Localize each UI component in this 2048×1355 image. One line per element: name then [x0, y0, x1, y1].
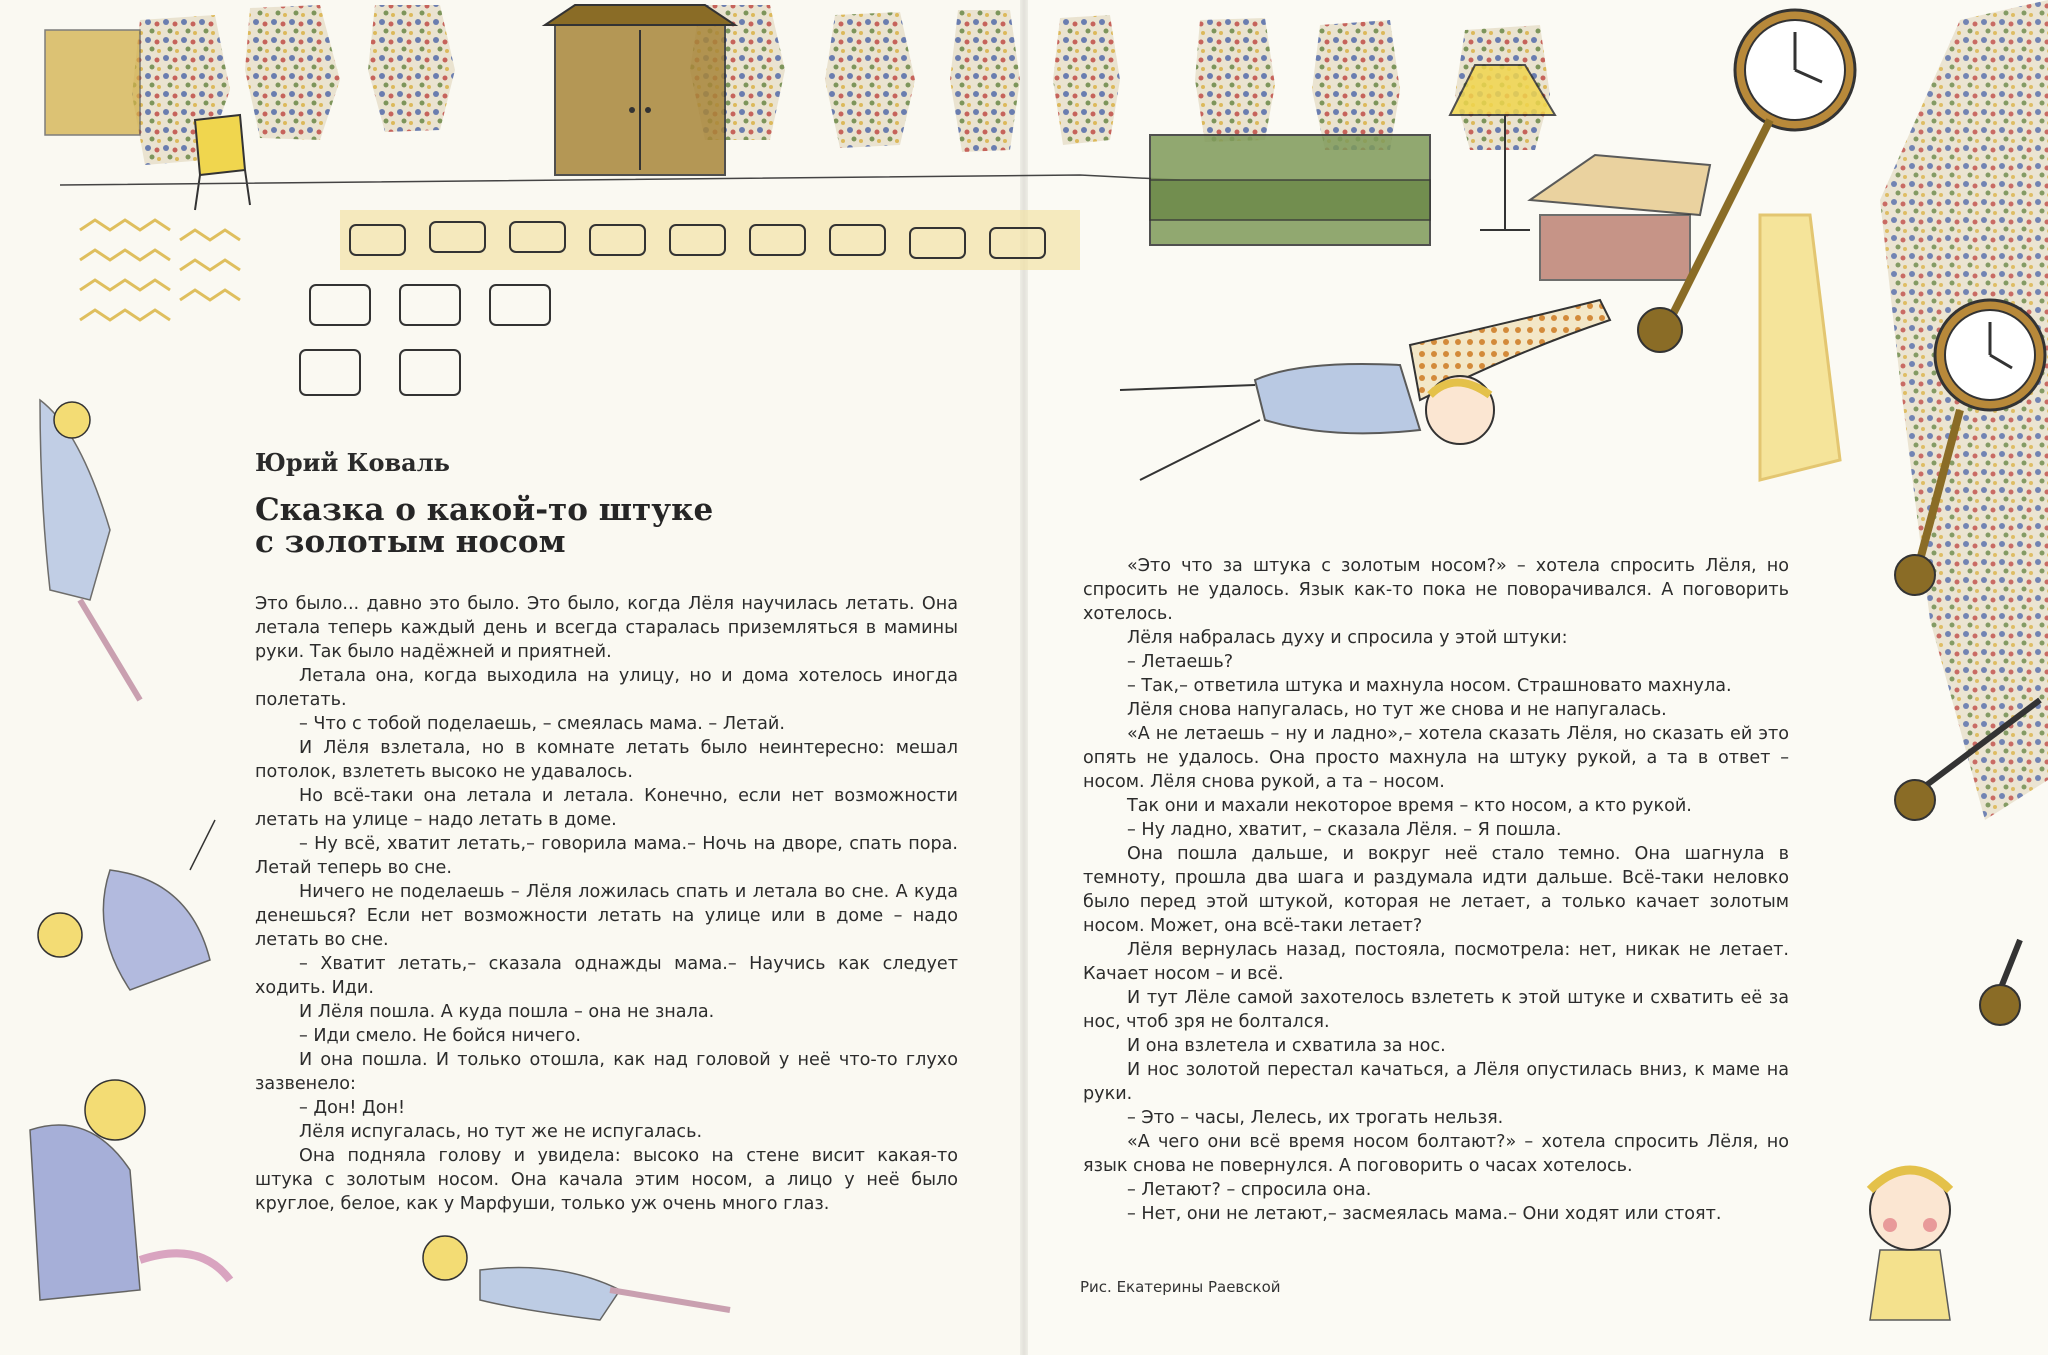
author-name: Юрий Коваль — [255, 448, 450, 477]
paragraph: Лёля вернулась назад, постояла, посмотрела: нет, никак не летает. Качает носом – и всё. — [1083, 940, 1789, 984]
paragraph: И Лёля взлетала, но в комнате летать было неинтересно: мешал потолок, взлететь высоко не удавалось. — [255, 738, 958, 782]
paragraph: – Иди смело. Не бойся ничего. — [299, 1026, 582, 1046]
paragraph: Лёля набралась духу и спросила у этой штуки: — [1127, 628, 1568, 648]
paragraph: «А не летаешь – ну и ладно»,– хотела сказать Лёля, но сказать ей это опять не удалось. Она просто махнула на штуку рукой, а та в ответ – носом. Лёля снова рукой, а та – носом. — [1083, 724, 1789, 792]
paragraph: – Летают? – спросила она. — [1127, 1180, 1372, 1200]
paragraph: Лёля испугалась, но тут же не испугалась. — [299, 1122, 703, 1142]
paragraph: Лёля снова напугалась, но тут же снова и не напугалась. — [1127, 700, 1667, 720]
paragraph: – Что с тобой поделаешь, – смеялась мама. – Летай. — [299, 714, 785, 734]
flying-girl-top — [1120, 300, 1610, 480]
left-text-column — [255, 592, 958, 1216]
story-title-line-1: Сказка о какой-то штуке — [255, 492, 714, 528]
paragraph: И она пошла. И только отошла, как над головой у неё что-то глухо зазвенело: — [255, 1050, 958, 1094]
paragraph: И Лёля пошла. А куда пошла – она не знала. — [299, 1002, 715, 1022]
paragraph: Она пошла дальше, и вокруг неё стало темно. Она шагнула в темноту, прошла два шага и раздумала идти дальше. Всё-таки неловко было перед этой штукой, которая не летает, а только качает золотым носом. Может, она всё-таки летает? — [1083, 844, 1789, 936]
flying-girl-left-1 — [40, 400, 140, 700]
paragraph: Летала она, когда выходила на улицу, но и дома хотелось иногда полетать. — [255, 666, 958, 710]
paragraph: Так они и махали некоторое время – кто носом, а кто рукой. — [1127, 796, 1692, 816]
paragraph: Ничего не поделаешь – Лёля ложилась спать и летала во сне. А куда денешься? Если нет возможности летать на улице или в доме – надо летать во сне. — [255, 882, 958, 950]
story-title-line-2: с золотым носом — [255, 524, 566, 560]
door — [45, 30, 140, 135]
paragraph: «Это что за штука с золотым носом?» – хотела спросить Лёля, но спросить не удалось. Язык как-то пока не поворачивался. А поговорить хотелось. — [1083, 556, 1789, 624]
illustrator-credit: Рис. Екатерины Раевской — [1080, 1278, 1281, 1296]
table — [1530, 155, 1710, 280]
paragraph: – Так,– ответила штука и махнула носом. Страшновато махнула. — [1127, 676, 1732, 696]
paragraph: И она взлетела и схватила за нос. — [1127, 1036, 1446, 1056]
right-text-column — [1083, 554, 1789, 1226]
paragraph: – Дон! Дон! — [299, 1098, 406, 1118]
paragraph: И тут Лёле самой захотелось взлететь к этой штуке и схватить её за нос, чтоб зря не болтался. — [1083, 988, 1789, 1032]
sofa — [1150, 135, 1430, 245]
paragraph: – Нет, они не летают,– засмеялась мама.– Они ходят или стоят. — [1127, 1204, 1722, 1224]
chair — [195, 115, 250, 210]
paragraph: – Ну всё, хватит летать,– говорила мама.– Ночь на дворе, спать пора. Летай теперь во сне. — [255, 834, 958, 878]
zigzag-carpet — [80, 220, 240, 320]
paragraph: Это было... давно это было. Это было, когда Лёля научилась летать. Она летала теперь каждый день и всегда старалась приземляться в мамины руки. Так было надёжней и приятней. — [255, 594, 958, 662]
paragraph: И нос золотой перестал качаться, а Лёля опустилась вниз, к маме на руки. — [1083, 1060, 1789, 1104]
wardrobe — [545, 5, 735, 175]
flying-girl-bottom — [423, 1236, 730, 1320]
flying-girl-left-3 — [30, 1080, 230, 1300]
paragraph: «А чего они всё время носом болтают?» – хотела спросить Лёля, но язык снова не повернулся. А поговорить о часах хотелось. — [1083, 1132, 1789, 1176]
paragraph: – Хватит летать,– сказала однажды мама.– Научись как следует ходить. Иди. — [255, 954, 958, 998]
rug — [300, 210, 1080, 395]
paragraph: Она подняла голову и увидела: высоко на стене висит какая-то штука с золотым носом. Она качала этим носом, а лицо у неё было круглое, белое, как у Марфуши, только уж очень много глаз. — [255, 1146, 958, 1214]
girl-bottom-right — [1870, 1170, 1950, 1320]
flying-girl-left-2 — [38, 820, 215, 990]
paragraph: Но всё-таки она летала и летала. Конечно, если нет возможности летать на улице – надо летать в доме. — [255, 786, 958, 830]
paragraph: – Это – часы, Лелесь, их трогать нельзя. — [1127, 1108, 1504, 1128]
story-title — [255, 494, 815, 558]
paragraph: – Летаешь? — [1127, 652, 1234, 672]
paragraph: – Ну ладно, хватит, – сказала Лёля. – Я пошла. — [1127, 820, 1562, 840]
zigzag-carpet-right — [1760, 215, 1840, 480]
